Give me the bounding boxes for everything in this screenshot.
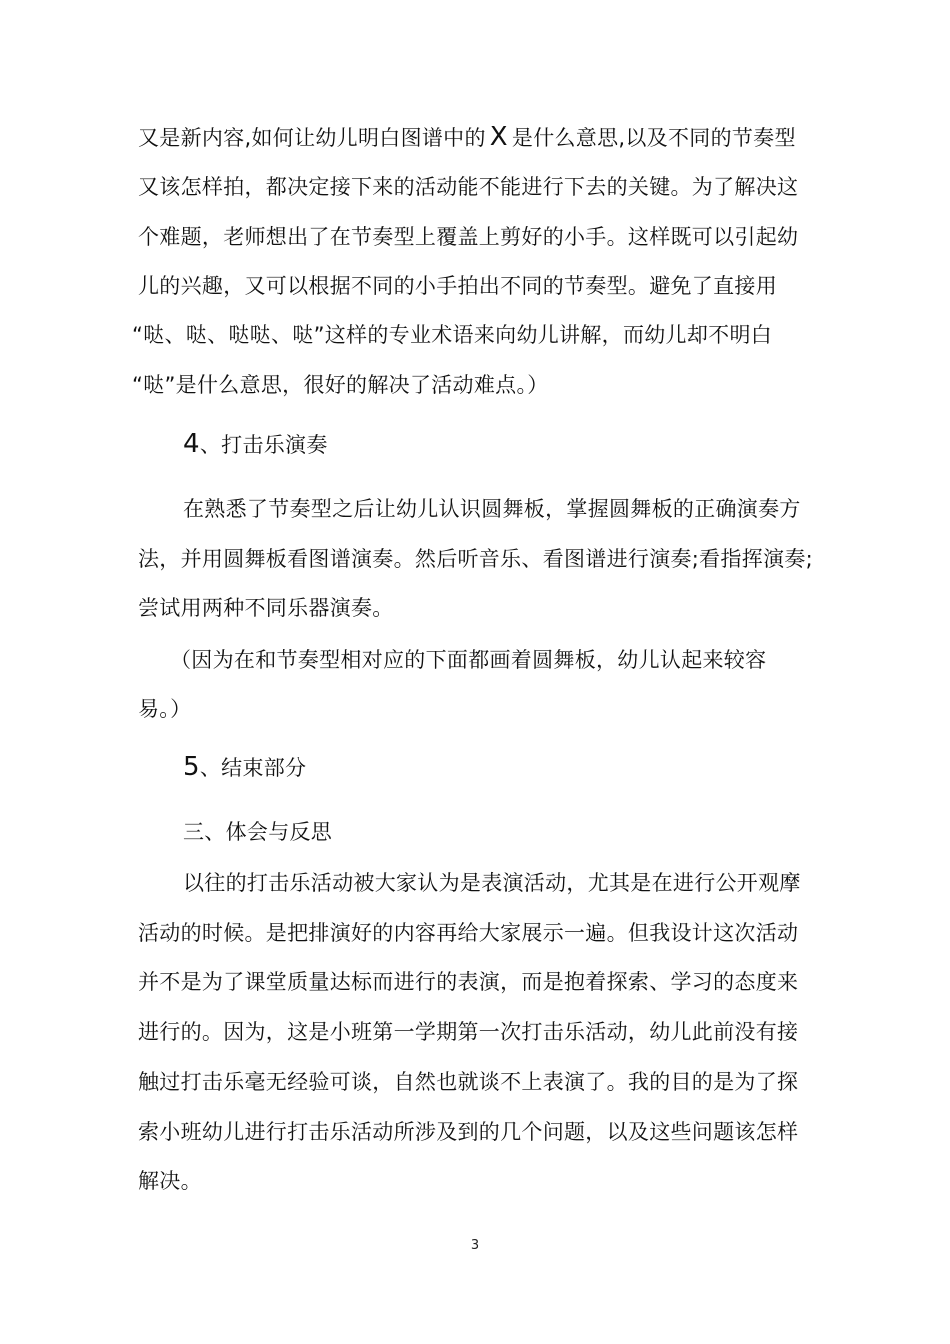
- heading-number: 4: [183, 429, 200, 459]
- text-run: 是什么意思,以及不同的节奏型: [511, 126, 796, 150]
- symbol-x: X: [489, 122, 508, 152]
- paragraph-line: 易。）: [138, 697, 192, 721]
- paragraph-line: 并不是为了课堂质量达标而进行的表演，而是抱着探索、学习的态度来: [138, 970, 799, 994]
- paragraph-line: 法，并用圆舞板看图谱演奏。然后听音乐、看图谱进行演奏;看指挥演奏;: [138, 547, 814, 571]
- paragraph-line: 解决。: [138, 1169, 202, 1193]
- paragraph-line: [138, 122, 796, 153]
- paragraph-line: 在熟悉了节奏型之后让幼儿认识圆舞板，掌握圆舞板的正确演奏方: [183, 497, 801, 521]
- paragraph-line: 进行的。因为，这是小班第一学期第一次打击乐活动，幼儿此前没有接: [138, 1020, 799, 1044]
- paragraph-line: 触过打击乐毫无经验可谈，自然也就谈不上表演了。我的目的是为了探: [138, 1070, 799, 1094]
- paragraph-line: 个难题，老师想出了在节奏型上覆盖上剪好的小手。这样既可以引起幼: [138, 225, 799, 249]
- section-heading-3: 三、体会与反思: [183, 820, 333, 844]
- paragraph-line: 活动的时候。是把排演好的内容再给大家展示一遍。但我设计这次活动: [138, 921, 799, 945]
- paragraph-line: 以往的打击乐活动被大家认为是表演活动，尤其是在进行公开观摩: [183, 871, 801, 895]
- paragraph-line: 索小班幼儿进行打击乐活动所涉及到的几个问题，以及这些问题该怎样: [138, 1120, 799, 1144]
- text-run: 又是新内容,如何让幼儿明白图谱中的: [138, 126, 486, 150]
- heading-number: 5: [183, 752, 200, 782]
- section-heading-5: [183, 752, 306, 783]
- paragraph-line: （因为在和节奏型相对应的下面都画着圆舞板，幼儿认起来较容: [170, 648, 767, 672]
- heading-text: 、打击乐演奏: [199, 433, 328, 457]
- section-heading-4: [183, 429, 328, 460]
- paragraph-line: 儿的兴趣，又可以根据不同的小手拍出不同的节奏型。避免了直接用: [138, 274, 777, 298]
- heading-text: 、结束部分: [199, 756, 307, 780]
- paragraph-line: 又该怎样拍，都决定接下来的活动能不能进行下去的关键。为了解决这: [138, 175, 799, 199]
- paragraph-line: “哒、哒、哒哒、哒”这样的专业术语来向幼儿讲解，而幼儿却不明白: [132, 323, 773, 347]
- page-number: 3: [470, 1238, 480, 1253]
- paragraph-line: 尝试用两种不同乐器演奏。: [138, 596, 394, 620]
- paragraph-line: “哒”是什么意思，很好的解决了活动难点。）: [132, 373, 549, 397]
